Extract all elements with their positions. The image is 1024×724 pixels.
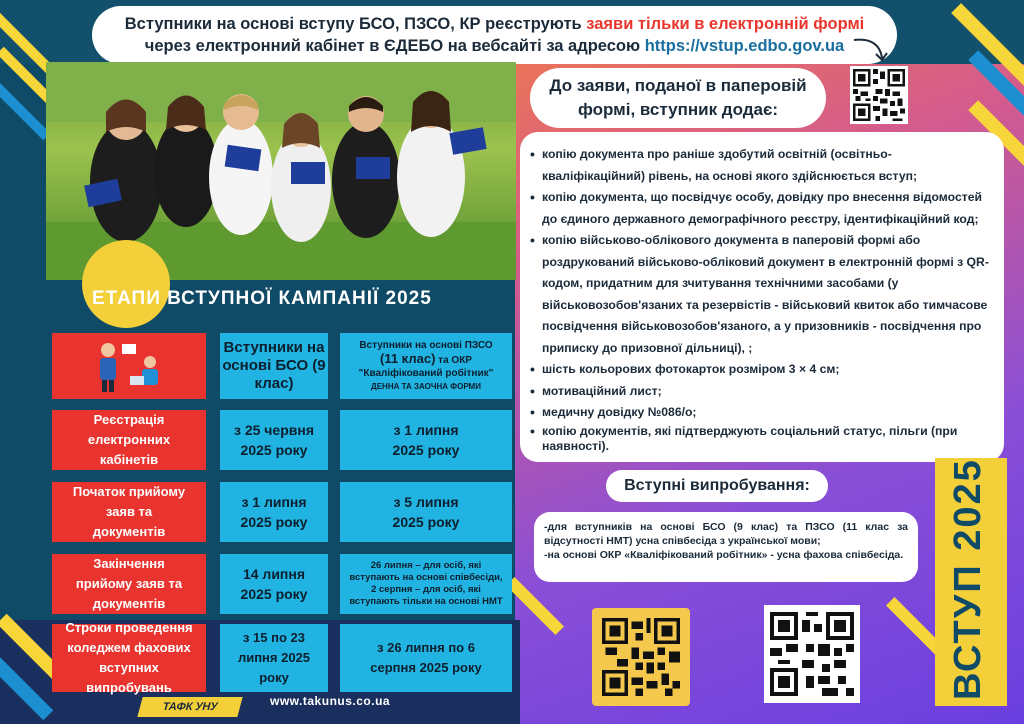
header-text: через електронний кабінет в ЄДЕБО на вебсайті за адресою bbox=[144, 37, 645, 55]
list-item: • копію документів, які підтверджують соціальний статус, пільги (при наявності). bbox=[528, 424, 992, 454]
decor-circle bbox=[82, 240, 170, 328]
website-link[interactable]: https://vstup.edbo.gov.ua bbox=[644, 37, 845, 55]
header-line-2 bbox=[92, 35, 897, 57]
col1-header: Вступники на основі БСО (9 клас) bbox=[220, 333, 328, 399]
diploma-icon bbox=[291, 162, 325, 184]
qr-code-icon[interactable] bbox=[850, 66, 908, 124]
exams-box bbox=[534, 512, 918, 582]
exams-title: Вступні випробування: bbox=[606, 470, 828, 502]
stage-col2: з 1 липня 2025 року bbox=[340, 410, 512, 470]
exams-line: -на основі ОКР «Кваліфікований робітник» - усна фахова співбесіда. bbox=[544, 549, 904, 561]
exams-line: -для вступників на основі БСО (9 клас) та ПЗСО (11 клас за відсутності НМТ) усна співбесіда з української мови; bbox=[544, 521, 908, 547]
col2-header-line: ДЕННА ТА ЗАОЧНА ФОРМИ bbox=[371, 382, 481, 391]
paper-docs-list bbox=[520, 132, 1004, 462]
stage-label: Початок прийому заяв та документів bbox=[52, 482, 206, 542]
diploma-icon bbox=[356, 157, 390, 179]
stage-col1: з 1 липня 2025 року bbox=[220, 482, 328, 542]
header-line-1 bbox=[92, 13, 897, 35]
footer-website-link[interactable]: www.takunus.co.ua bbox=[270, 694, 391, 708]
stage-col2: з 5 липня 2025 року bbox=[340, 482, 512, 542]
stage-label: Строки проведення коледжем фахових вступних випробувань bbox=[52, 624, 206, 692]
list-item: • копію документа про раніше здобутий освітній (освітньо-кваліфікаційний) рівень, на основі якого здійснюється вступ; bbox=[528, 144, 992, 187]
stages-illustration-cell bbox=[52, 333, 206, 399]
header-banner bbox=[92, 6, 897, 64]
qr-code-icon[interactable] bbox=[592, 608, 690, 706]
qr-code-icon[interactable] bbox=[764, 605, 860, 703]
diploma-icon bbox=[449, 127, 486, 155]
col2-header-line: "Кваліфікований робітник" bbox=[358, 368, 494, 379]
vertical-title: ВСТУП 2025 bbox=[947, 458, 989, 700]
stage-label: Закінчення прийому заяв та документів bbox=[52, 554, 206, 614]
diploma-icon bbox=[225, 145, 262, 172]
paper-docs-title: До заяви, поданої в паперовій формі, вступник додає: bbox=[530, 68, 826, 128]
stage-col1: з 25 червня 2025 року bbox=[220, 410, 328, 470]
list-item: • копію документа, що посвідчує особу, довідку про внесення відомостей до єдиного державного демографічного реєстру, ідентифікаційний код; bbox=[528, 187, 992, 230]
stage-col2: 26 липня – для осіб, які вступають на основі співбесіди, 2 серпня – для осіб, які вступають тільки на основі НМТ bbox=[340, 554, 512, 614]
list-item: • шість кольорових фотокарток розміром 3 × 4 см; bbox=[528, 359, 992, 381]
col2-header bbox=[340, 333, 512, 399]
college-label: ТАФК УНУ bbox=[137, 697, 242, 717]
stages-title: ЕТАПИ ВСТУПНОЇ КАМПАНІЇ 2025 bbox=[92, 288, 432, 309]
stage-col2: з 26 липня по 6 серпня 2025 року bbox=[340, 624, 512, 692]
list-item: • копію військово-облікового документа в паперовій формі або роздрукований військово-обліковий документ в електронній формі з QR-кодом, придатним для зчитування технічними засобами (у військовозобов'язаних та резервістів - військовий квиток або тимчасове посвідчення військовозобов'язаного, а у призовників - посвідчення про приписку до призовної дільниці), ; bbox=[528, 230, 992, 359]
col2-header-line: (11 клас) та ОКР bbox=[380, 351, 472, 366]
header-text: Вступники на основі вступу БСО, ПЗСО, КР реєструють bbox=[124, 15, 587, 33]
stage-col1: 14 липня 2025 року bbox=[220, 554, 328, 614]
list-item: • медичну довідку №086/о; bbox=[528, 402, 992, 424]
arrow-icon bbox=[852, 36, 892, 64]
col2-header-line: Вступники на основі ПЗСО bbox=[359, 340, 493, 351]
stage-col1: з 15 по 23 липня 2025 року bbox=[220, 624, 328, 692]
stage-label: Реєстрація електронних кабінетів bbox=[52, 410, 206, 470]
list-item: • мотиваційний лист; bbox=[528, 381, 992, 403]
header-highlight: заяви тільки в електронній формі bbox=[586, 15, 865, 33]
people-illustration-icon bbox=[84, 338, 174, 394]
